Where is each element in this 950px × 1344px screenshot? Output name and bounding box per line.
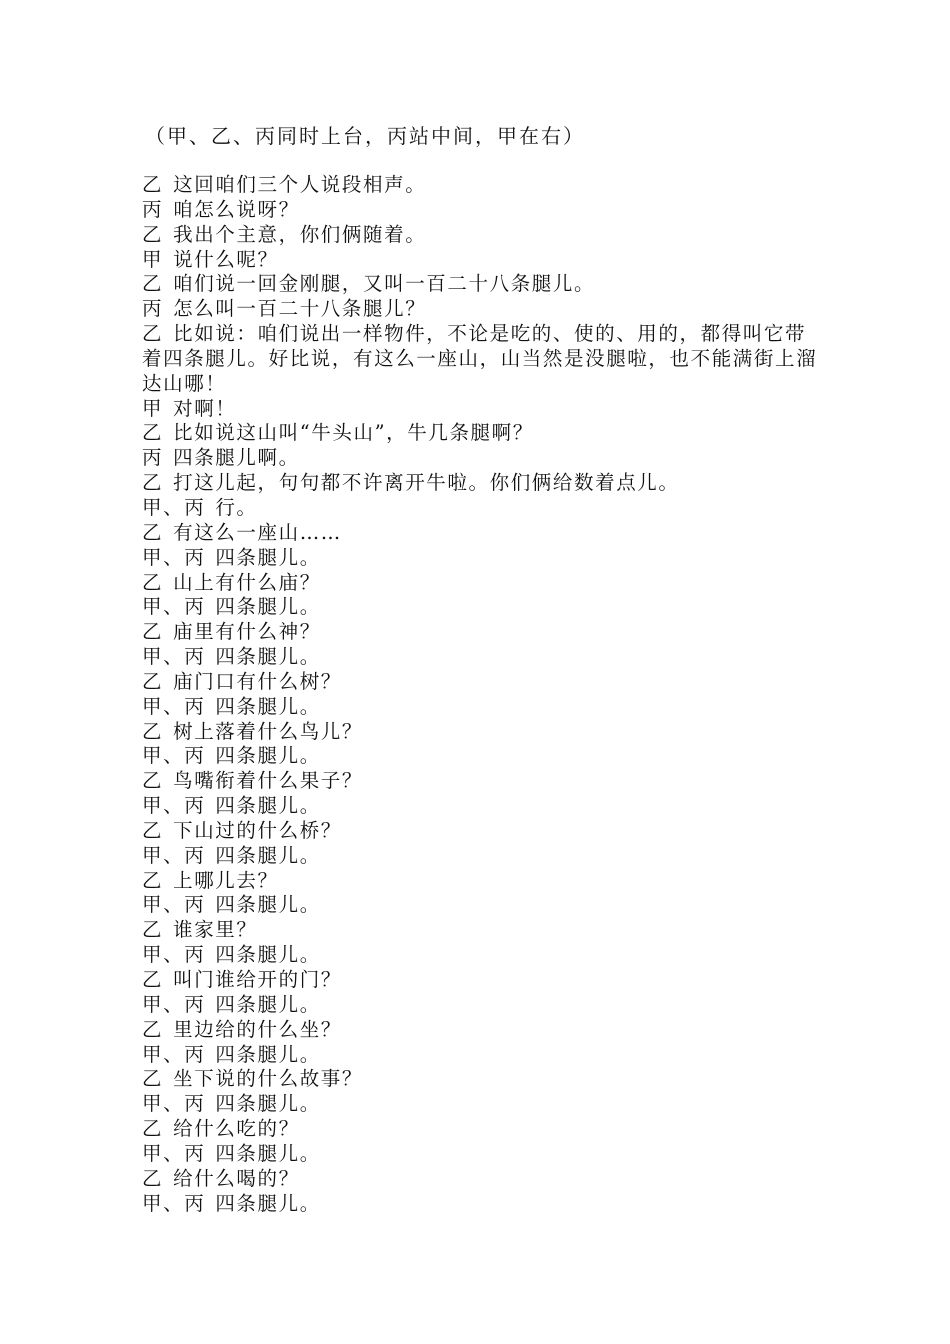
speech-text: 四条腿儿。 [215,843,321,867]
speaker-label: 甲、丙 [142,744,206,768]
speech-text: 叫门谁给开的门？ [173,968,342,991]
speaker-label: 甲 [142,396,164,420]
dialogue-line [142,248,822,273]
speech-text: 给什么吃的？ [173,1117,300,1141]
speaker-label: 甲、丙 [142,1191,206,1215]
speaker-label: 乙 [142,471,164,495]
speaker-label: 乙 [142,222,164,246]
speech-text: 对啊！ [173,396,237,420]
dialogue-line [142,720,822,745]
dialogue-line [142,1092,822,1117]
dialogue-script [142,173,822,1216]
speaker-label: 乙 [142,1067,164,1091]
speech-text: 打这儿起，句句都不许离开牛啦。你们俩给数着点儿。 [173,471,680,495]
speech-text: 四条腿儿。 [215,595,321,619]
speech-text: 四条腿儿。 [215,1092,321,1116]
speech-text: 庙门口有什么树？ [173,669,342,693]
dialogue-line [142,893,822,918]
speaker-label: 乙 [142,1117,164,1141]
dialogue-line [142,993,822,1018]
speech-text: 四条腿儿。 [215,794,321,818]
speech-text: 庙里有什么神？ [173,620,321,644]
speaker-label: 甲、丙 [142,495,206,519]
speech-text: 四条腿儿。 [215,992,321,1016]
dialogue-line [142,1043,822,1068]
dialogue-line [142,645,822,670]
speaker-label: 乙 [142,520,164,544]
dialogue-line [142,595,822,620]
speaker-label: 乙 [142,1017,164,1041]
speech-text: 四条腿儿。 [215,1042,321,1066]
dialogue-line [142,272,822,297]
speech-text: 谁家里？ [173,918,258,942]
speech-text: 有这么一座山…… [173,520,342,544]
dialogue-line [142,471,822,496]
dialogue-line [142,1117,822,1142]
dialogue-line [142,670,822,695]
speaker-label: 乙 [142,818,164,842]
dialogue-line [142,968,822,993]
speech-text: 我出个主意，你们俩随着。 [173,222,427,246]
dialogue-line [142,918,822,943]
dialogue-line [142,844,822,869]
dialogue-line [142,1067,822,1092]
dialogue-line [142,1192,822,1217]
speaker-label: 甲、丙 [142,645,206,669]
speech-text: 行。 [215,495,258,519]
speaker-label: 甲、丙 [142,1141,206,1165]
speaker-label: 乙 [142,421,164,445]
speaker-label: 乙 [142,918,164,942]
speaker-label: 丙 [142,446,164,470]
dialogue-line [142,794,822,819]
dialogue-line [142,819,822,844]
dialogue-line [142,521,822,546]
dialogue-line [142,1018,822,1043]
stage-direction: （甲、乙、丙同时上台，丙站中间，甲在右） [145,124,585,148]
speech-text: 四条腿儿。 [215,744,321,768]
speech-text: 上哪儿去？ [173,868,279,892]
speech-text: 山上有什么庙？ [173,570,321,594]
dialogue-line [142,620,822,645]
speaker-label: 乙 [142,173,164,196]
speech-text: 四条腿儿。 [215,943,321,967]
dialogue-line [142,173,822,198]
speech-text: 说什么呢？ [173,247,279,271]
dialogue-line [142,198,822,223]
dialogue-line [142,744,822,769]
speech-text: 四条腿儿。 [215,1191,321,1215]
speaker-label: 乙 [142,620,164,644]
speech-text: 咱怎么说呀？ [173,197,300,221]
speaker-label: 甲、丙 [142,893,206,917]
speaker-label: 甲、丙 [142,545,206,569]
speaker-label: 乙 [142,272,164,296]
speaker-label: 甲 [142,247,164,271]
speaker-label: 乙 [142,322,164,346]
speaker-label: 甲、丙 [142,992,206,1016]
speaker-label: 丙 [142,197,164,221]
speech-text: 这回咱们三个人说段相声。 [173,173,427,196]
dialogue-line [142,769,822,794]
speech-text: 给什么喝的？ [173,1166,300,1190]
speaker-label: 乙 [142,570,164,594]
speech-text: 四条腿儿。 [215,545,321,569]
speaker-label: 甲、丙 [142,595,206,619]
dialogue-line [142,223,822,248]
speech-text: 四条腿儿。 [215,893,321,917]
speech-text: 里边给的什么坐？ [173,1017,342,1041]
speaker-label: 乙 [142,669,164,693]
speaker-label: 甲、丙 [142,794,206,818]
speech-text: 比如说这山叫“牛头山”，牛几条腿啊？ [173,421,534,445]
dialogue-line [142,496,822,521]
speaker-label: 甲、丙 [142,694,206,718]
dialogue-line [142,1167,822,1192]
speaker-label: 丙 [142,297,164,321]
speech-text: 四条腿儿。 [215,1141,321,1165]
dialogue-line [142,446,822,471]
speech-text: 鸟嘴衔着什么果子？ [173,769,364,793]
speaker-label: 甲、丙 [142,1042,206,1066]
dialogue-line [142,546,822,571]
speech-text: 怎么叫一百二十八条腿儿？ [173,297,427,321]
dialogue-line [142,297,822,322]
speech-text: 四条腿儿。 [215,694,321,718]
dialogue-line [142,322,822,397]
speaker-label: 乙 [142,719,164,743]
speech-text: 四条腿儿。 [215,645,321,669]
speaker-label: 甲、丙 [142,1092,206,1116]
speech-text: 比如说：咱们说出一样物件，不论是吃的、使的、用的，都得叫它带着四条腿儿。好比说，有这么一座山，山当然是没腿啦，也不能满街上溜达山哪！ [142,322,818,395]
dialogue-line [142,397,822,422]
speaker-label: 乙 [142,1166,164,1190]
speech-text: 下山过的什么桥？ [173,818,342,842]
speaker-label: 乙 [142,968,164,991]
dialogue-line [142,943,822,968]
dialogue-line [142,869,822,894]
speaker-label: 甲、丙 [142,843,206,867]
speaker-label: 甲、丙 [142,943,206,967]
dialogue-line [142,571,822,596]
dialogue-line [142,1142,822,1167]
dialogue-line [142,695,822,720]
speech-text: 四条腿儿啊。 [173,446,300,470]
speech-text: 坐下说的什么故事？ [173,1067,364,1091]
speaker-label: 乙 [142,769,164,793]
speaker-label: 乙 [142,868,164,892]
speech-text: 树上落着什么鸟儿？ [173,719,364,743]
dialogue-line [142,421,822,446]
speech-text: 咱们说一回金刚腿，又叫一百二十八条腿儿。 [173,272,596,296]
